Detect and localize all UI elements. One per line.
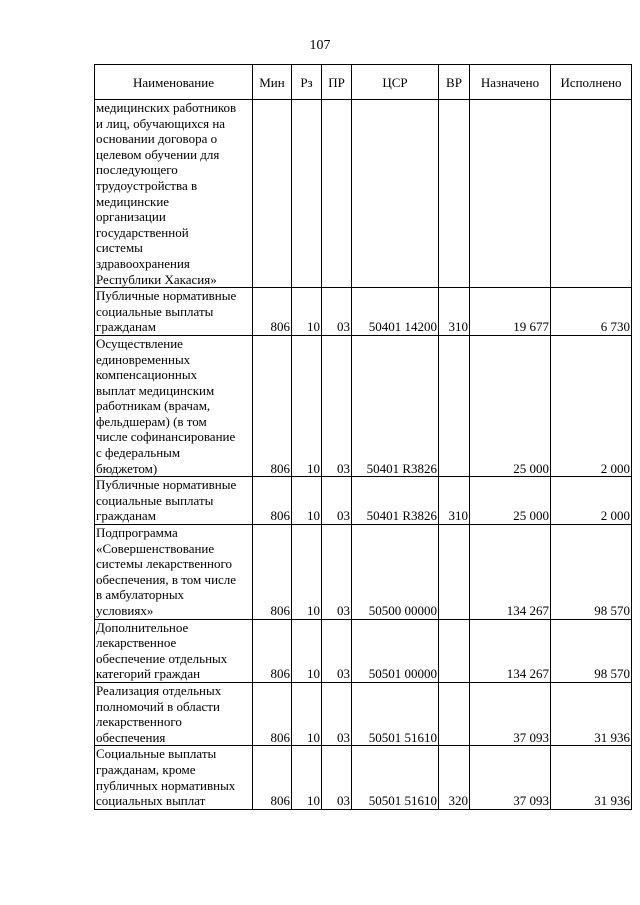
cell-csr [352,100,439,288]
cell-assigned: 37 093 [470,746,551,809]
budget-table [94,64,632,810]
name-line: Реализация отдельных [96,682,222,698]
name-line: работникам (врачам, [96,398,211,414]
name-line: числе софинансирование [96,429,236,445]
cell-min: 806 [253,619,292,682]
cell-csr: 50501 51610 [352,746,439,809]
name-line: последующего [96,162,178,178]
name-line: социальных выплат [96,793,206,809]
name-line: Дополнительное [96,619,189,635]
cell-assigned: 37 093 [470,682,551,745]
name-line: медицинские [96,193,170,209]
cell-executed [551,100,632,288]
name-line: публичных нормативных [96,777,236,793]
name-line: условиях» [96,603,154,618]
cell-executed: 6 730 [551,288,632,336]
cell-min: 806 [253,746,292,809]
table-row [95,525,632,620]
name-line: полномочий в области [96,698,220,714]
cell-name [95,100,253,288]
cell-assigned [470,100,551,288]
table-row [95,746,632,809]
cell-min: 806 [253,682,292,745]
name-line: трудоустройства в [96,177,198,193]
name-line: гражданам [96,508,156,524]
cell-pr: 03 [322,288,352,336]
cell-pr: 03 [322,477,352,525]
cell-csr: 50500 00000 [352,525,439,620]
name-line: единовременных [96,351,191,367]
cell-pr: 03 [322,619,352,682]
cell-executed: 98 570 [551,525,632,620]
cell-csr: 50401 R3826 [352,477,439,525]
name-line: здравоохранения [96,255,190,271]
name-line: лекарственного [96,714,182,730]
name-line: и лиц, обучающихся на [96,115,226,131]
name-line: фельдшерам) (в том [96,413,207,429]
name-line: лекарственное [96,635,177,651]
cell-name [95,477,253,525]
table-header [95,65,632,100]
table-row [95,619,632,682]
header-min: Мин [253,65,292,100]
name-line: гражданам [96,319,156,335]
cell-name [95,619,253,682]
name-line: бюджетом) [96,460,158,476]
name-line: организации [96,209,166,225]
header-rz: Рз [292,65,322,100]
cell-executed: 98 570 [551,619,632,682]
name-line: обеспечения [96,729,166,745]
cell-min [253,100,292,288]
table-row [95,288,632,336]
header-executed: Исполнено [551,65,632,100]
cell-rz: 10 [292,288,322,336]
cell-rz: 10 [292,335,322,476]
cell-rz: 10 [292,477,322,525]
cell-csr: 50501 51610 [352,682,439,745]
name-line: выплат медицинским [96,382,215,398]
cell-vr: 310 [439,288,470,336]
cell-assigned: 134 267 [470,525,551,620]
cell-vr [439,525,470,620]
cell-name [95,288,253,336]
cell-csr: 50401 R3826 [352,335,439,476]
header-name: Наименование [95,65,253,100]
cell-vr [439,100,470,288]
cell-min: 806 [253,477,292,525]
cell-min: 806 [253,288,292,336]
header-assigned: Назначено [470,65,551,100]
name-line: системы [96,240,143,256]
name-line: Социальные выплаты [96,746,217,762]
cell-vr [439,619,470,682]
cell-pr [322,100,352,288]
cell-executed: 31 936 [551,682,632,745]
name-line: обеспечения, в том числе [96,571,237,587]
name-line: основании договора о [96,131,218,147]
name-line: социальные выплаты [96,303,214,319]
cell-min: 806 [253,525,292,620]
cell-rz [292,100,322,288]
cell-rz: 10 [292,746,322,809]
name-line: медицинских работников [96,100,237,115]
cell-vr [439,682,470,745]
name-line: Публичные нормативные [96,477,237,493]
cell-executed: 2 000 [551,477,632,525]
cell-rz: 10 [292,682,322,745]
name-line: Республики Хакасия» [96,271,217,287]
name-line: обеспечение отдельных [96,650,228,666]
name-line: компенсационных [96,367,198,383]
cell-pr: 03 [322,335,352,476]
cell-csr: 50501 00000 [352,619,439,682]
name-line: Подпрограмма [96,525,178,541]
cell-pr: 03 [322,746,352,809]
name-line: в амбулаторных [96,587,185,603]
cell-vr [439,335,470,476]
cell-rz: 10 [292,525,322,620]
header-pr: ПР [322,65,352,100]
name-line: Осуществление [96,335,183,351]
name-line: социальные выплаты [96,492,214,508]
header-vr: ВР [439,65,470,100]
cell-assigned: 134 267 [470,619,551,682]
table-row [95,477,632,525]
cell-pr: 03 [322,682,352,745]
cell-vr: 320 [439,746,470,809]
name-line: гражданам, кроме [96,761,196,777]
cell-assigned: 25 000 [470,335,551,476]
cell-assigned: 25 000 [470,477,551,525]
name-line: государственной [96,224,189,240]
header-csr: ЦСР [352,65,439,100]
cell-pr: 03 [322,525,352,620]
cell-csr: 50401 14200 [352,288,439,336]
name-line: системы лекарственного [96,556,233,572]
cell-name [95,746,253,809]
cell-name [95,525,253,620]
table-row [95,100,632,288]
name-line: целевом обучении для [96,146,220,162]
cell-executed: 31 936 [551,746,632,809]
cell-assigned: 19 677 [470,288,551,336]
page-number: 107 [309,38,331,53]
name-line: Публичные нормативные [96,288,237,304]
table-row [95,682,632,745]
cell-name [95,682,253,745]
table-row [95,335,632,476]
cell-vr: 310 [439,477,470,525]
name-line: «Совершенствование [96,540,215,556]
cell-rz: 10 [292,619,322,682]
name-line: категорий граждан [96,666,201,682]
cell-min: 806 [253,335,292,476]
cell-executed: 2 000 [551,335,632,476]
cell-name [95,335,253,476]
name-line: с федеральным [96,445,181,461]
